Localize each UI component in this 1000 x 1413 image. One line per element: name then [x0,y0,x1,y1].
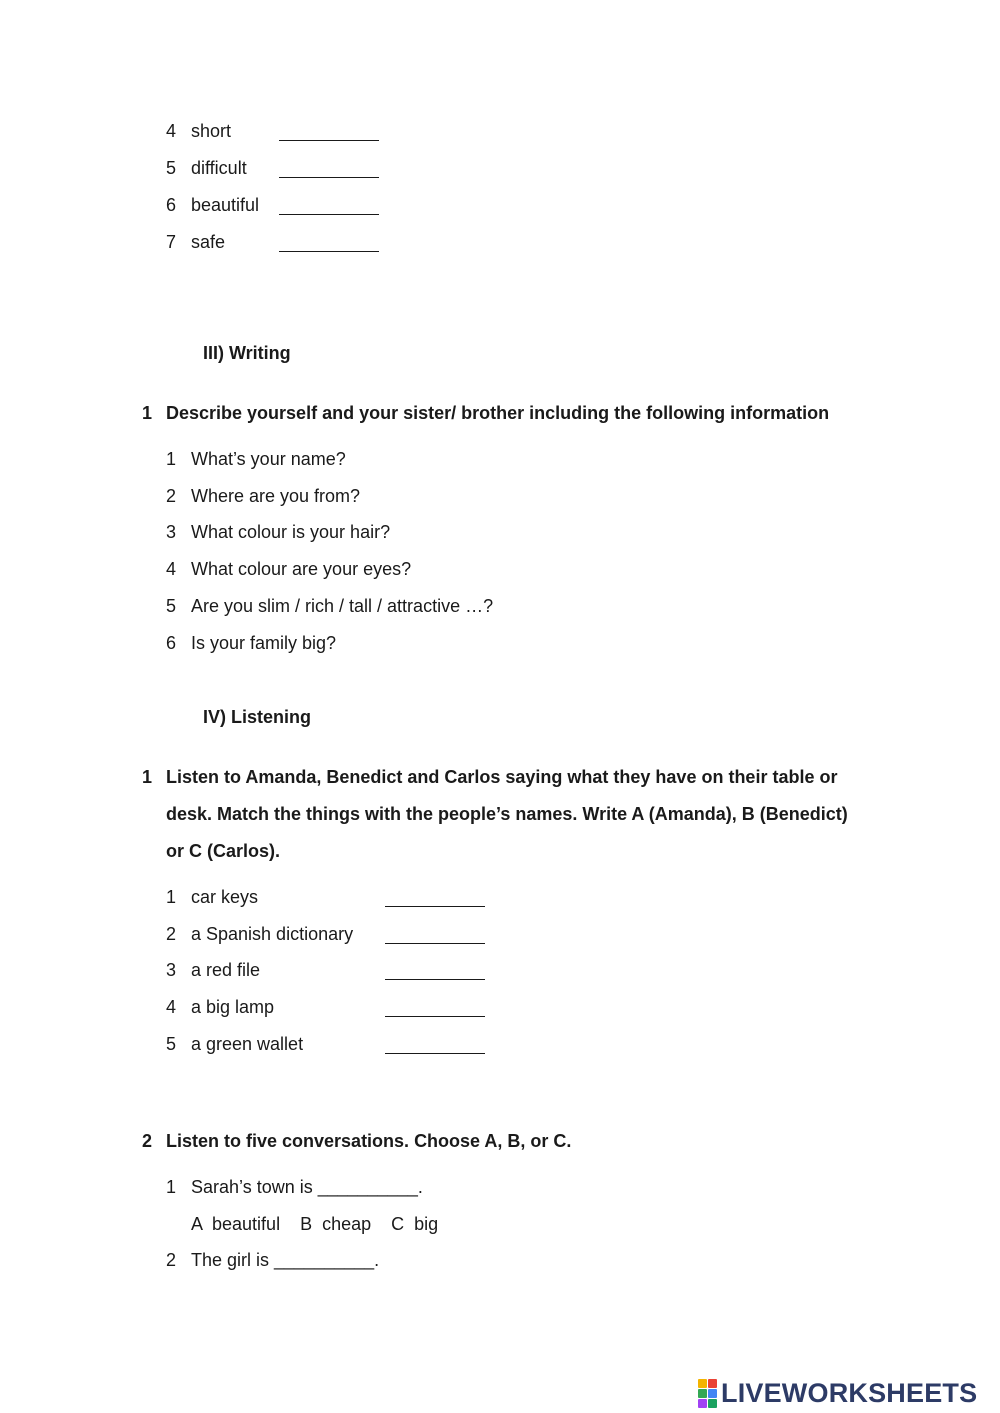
answer-blank[interactable] [279,251,379,252]
liveworksheets-logo [698,1378,977,1408]
answer-blank[interactable] [279,214,379,215]
answer-blank[interactable] [385,1053,485,1054]
listening-heading: IV) Listening [203,707,311,727]
answer-blank[interactable] [385,979,485,980]
answer-blank[interactable] [279,140,379,141]
writing-heading: III) Writing [203,343,291,363]
answer-blank[interactable] [385,906,485,907]
logo-text: LIVEWORKSHEETS [721,1377,978,1408]
answer-options[interactable]: A beautiful B cheap C big [191,1214,439,1234]
answer-blank[interactable] [385,1016,485,1017]
answer-blank[interactable] [279,177,379,178]
logo-mark-icon [698,1379,717,1408]
answer-blank[interactable] [385,943,485,944]
